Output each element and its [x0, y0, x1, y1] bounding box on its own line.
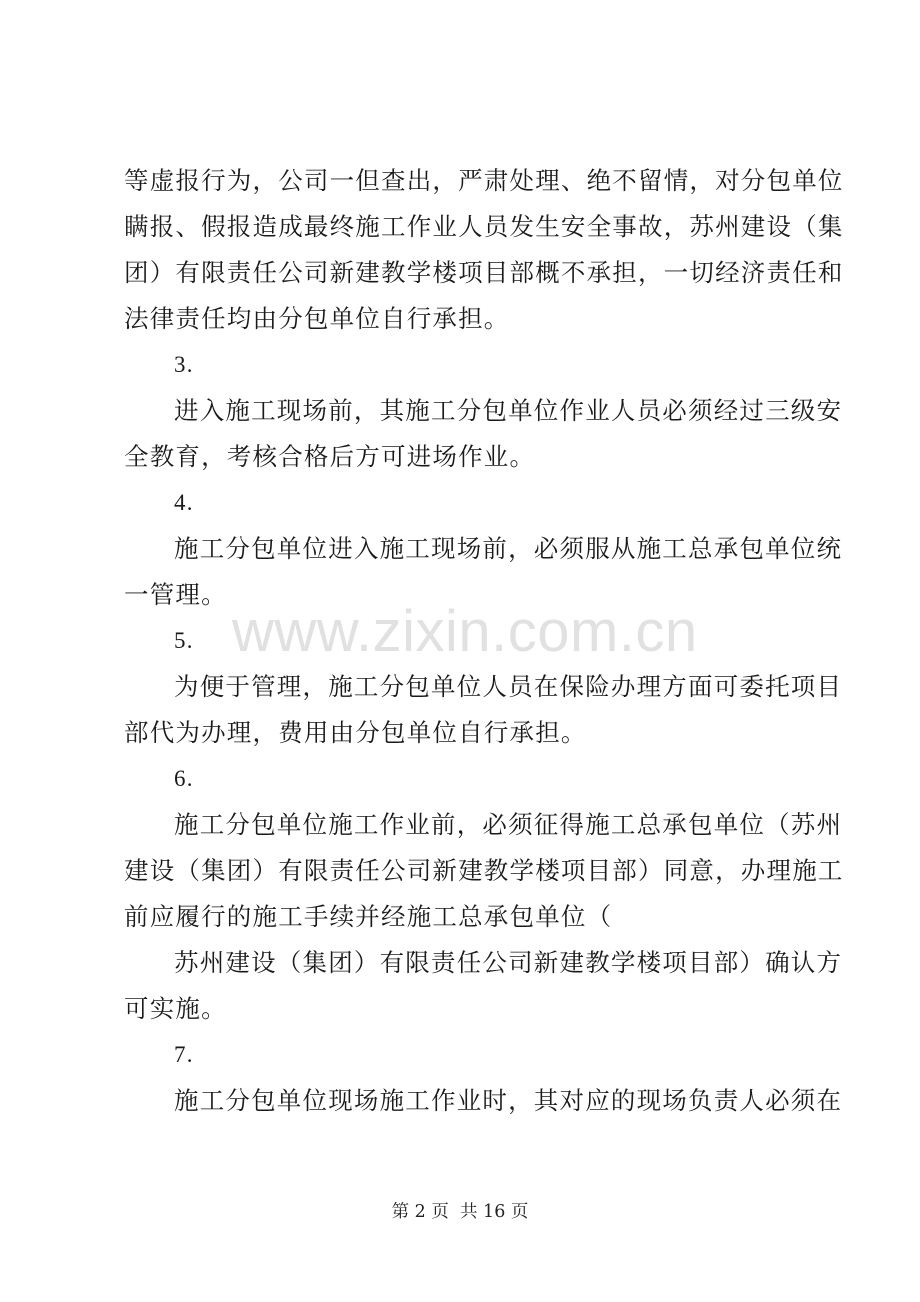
page-footer: 第 2 页 共 16 页	[391, 1202, 529, 1222]
item-number: 5.	[174, 628, 194, 653]
watermark: www.zixin.com.cn	[232, 599, 698, 664]
paragraph-line: 法律责任均由分包单位自行承担。	[124, 304, 510, 333]
paragraph-line: 瞒报、假报造成最终施工作业人员发生安全事故，苏州建设（集	[124, 212, 844, 241]
item-number: 6.	[174, 766, 194, 791]
paragraph-line: 可实施。	[124, 994, 227, 1023]
item-number: 7.	[174, 1042, 194, 1067]
paragraph-line: 施工分包单位施工作业前，必须征得施工总承包单位（苏州	[174, 810, 843, 839]
paragraph-line: 团）有限责任公司新建教学楼项目部概不承担，一切经济责任和	[124, 258, 844, 287]
paragraph-line: 苏州建设（集团）有限责任公司新建教学楼项目部）确认方	[174, 948, 843, 977]
paragraph-line: 施工分包单位现场施工作业时，其对应的现场负责人必须在	[174, 1086, 843, 1115]
item-number: 3.	[174, 352, 194, 377]
paragraph-line: 一管理。	[124, 580, 227, 609]
paragraph-line: 建设（集团）有限责任公司新建教学楼项目部）同意，办理施工	[124, 856, 844, 885]
paragraph-line: 部代为办理，费用由分包单位自行承担。	[124, 718, 587, 747]
paragraph-line: 等虚报行为，公司一但查出，严肃处理、绝不留情，对分包单位	[124, 166, 844, 195]
item-number: 4.	[174, 490, 194, 515]
paragraph-line: 进入施工现场前，其施工分包单位作业人员必须经过三级安	[174, 396, 843, 425]
paragraph-line: 为便于管理，施工分包单位人员在保险办理方面可委托项目	[174, 672, 843, 701]
paragraph-line: 全教育，考核合格后方可进场作业。	[124, 442, 536, 471]
paragraph-line: 施工分包单位进入施工现场前，必须服从施工总承包单位统	[174, 534, 843, 563]
paragraph-line: 前应履行的施工手续并经施工总承包单位（	[124, 902, 613, 931]
